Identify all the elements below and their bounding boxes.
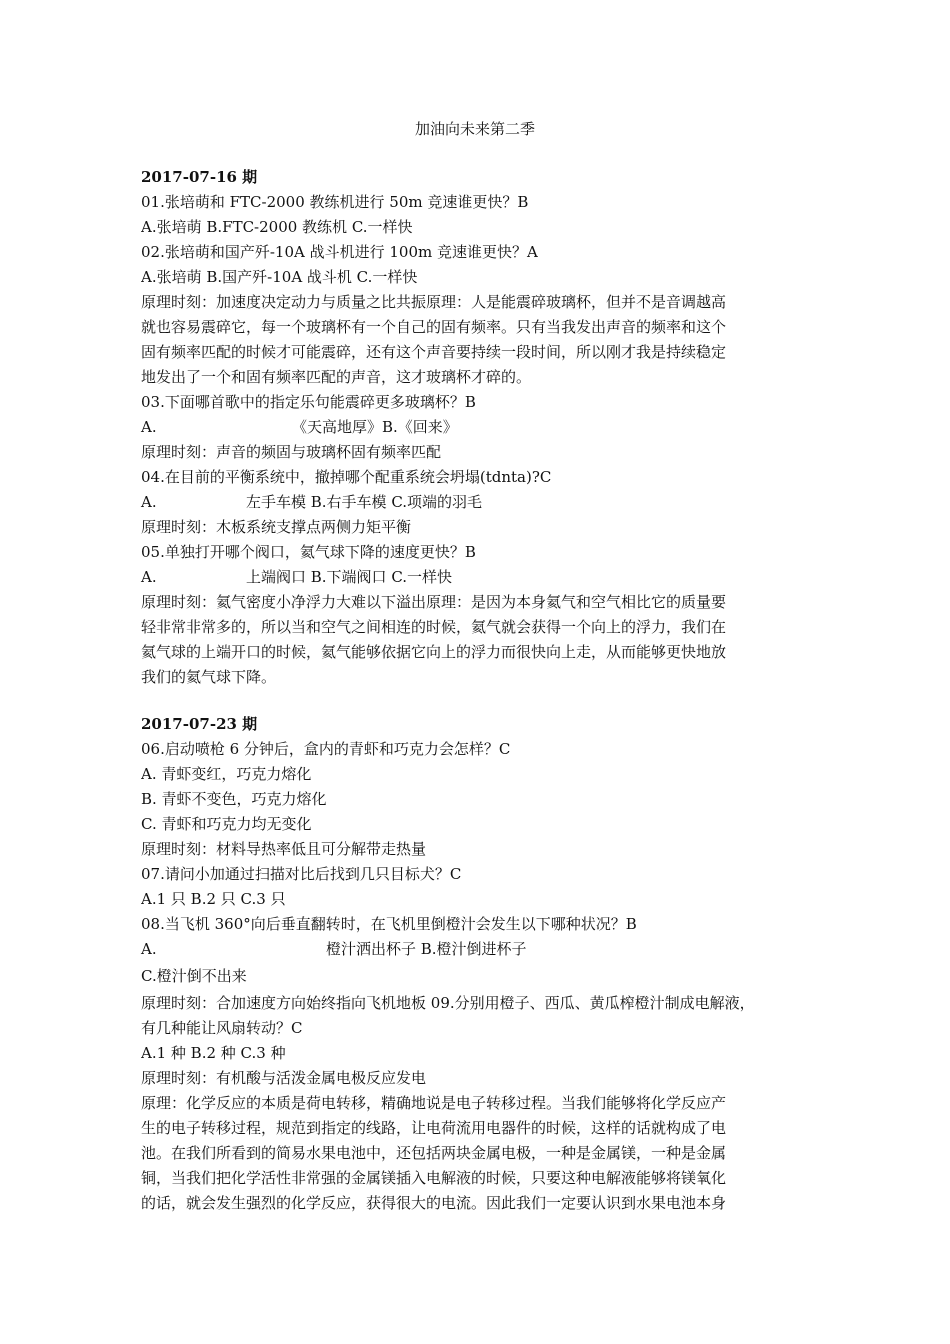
- principle-9-detail-line: 原理：化学反应的本质是荷电转移，精确地说是电子转移过程。当我们能够将化学反应产: [141, 1094, 727, 1112]
- question-02: 02.张培萌和国产歼-10A 战斗机进行 100m 竞速谁更快？A: [141, 243, 538, 261]
- question-02-options: A.张培萌 B.国产歼-10A 战斗机 C.一样快: [141, 268, 418, 286]
- question-03: 03.下面哪首歌中的指定乐句能震碎更多玻璃杯？B: [141, 393, 476, 411]
- question-06: 06.启动喷枪 6 分钟后，盒内的青虾和巧克力会怎样？C: [141, 740, 511, 758]
- question-01-options: A.张培萌 B.FTC-2000 教练机 C.一样快: [141, 218, 413, 236]
- question-03-options: [141, 415, 811, 440]
- option-prefix: A.: [141, 493, 157, 511]
- principle-5: [141, 590, 811, 690]
- question-06-option-a: A. 青虾变红，巧克力熔化: [141, 765, 312, 783]
- document-body: [141, 165, 811, 1216]
- principle-9-detail-line: 生的电子转移过程，规范到指定的线路，让电荷流用电器件的时候，这样的话就构成了电: [141, 1119, 727, 1137]
- option-prefix: A.: [141, 418, 157, 436]
- question-04: 04.在目前的平衡系统中，撤掉哪个配重系统会坍塌(tdnta)?C: [141, 468, 552, 486]
- principle-5-line: 原理时刻：氦气密度小净浮力大难以下溢出原理：是因为本身氦气和空气相比它的质量要: [141, 593, 727, 611]
- principle-4: 原理时刻：木板系统支撑点两侧力矩平衡: [141, 518, 412, 536]
- episode-date: 2017-07-16 期: [141, 168, 258, 186]
- principle-6: 原理时刻：材料导热率低且可分解带走热量: [141, 840, 427, 858]
- principle-8: [141, 991, 811, 1041]
- principle-8-line: 有几种能让风扇转动？C: [141, 1019, 303, 1037]
- principle-1-line: 地发出了一个和固有频率匹配的声音，这才玻璃杯才碎的。: [141, 368, 532, 386]
- question-09-options: A.1 种 B.2 种 C.3 种: [141, 1044, 286, 1062]
- episode-date: 2017-07-23 期: [141, 715, 258, 733]
- question-06-option-c: C. 青虾和巧克力均无变化: [141, 815, 312, 833]
- principle-9-detail-line: 池。在我们所看到的简易水果电池中，还包括两块金属电极，一种是金属镁，一种是金属: [141, 1144, 727, 1162]
- principle-9: 原理时刻：有机酸与活泼金属电极反应发电: [141, 1069, 427, 1087]
- principle-9-detail: [141, 1091, 811, 1216]
- question-01: 01.张培萌和 FTC-2000 教练机进行 50m 竞速谁更快？B: [141, 193, 529, 211]
- question-04-options: [141, 490, 811, 515]
- principle-1-line: 原理时刻：加速度决定动力与质量之比共振原理：人是能震碎玻璃杯，但并不是音调越高: [141, 293, 727, 311]
- principle-9-detail-line: 的话，就会发生强烈的化学反应，获得很大的电流。因此我们一定要认识到水果电池本身: [141, 1194, 727, 1212]
- question-07: 07.请问小加通过扫描对比后找到几只目标犬？C: [141, 865, 462, 883]
- principle-5-line: 轻非常非常多的，所以当和空气之间相连的时候，氦气就会获得一个向上的浮力，我们在: [141, 618, 727, 636]
- question-05: 05.单独打开哪个阀口，氦气球下降的速度更快？B: [141, 543, 476, 561]
- question-08: 08.当飞机 360°向后垂直翻转时，在飞机里倒橙汁会发生以下哪种状况？B: [141, 915, 637, 933]
- option-text: 橙汁洒出杯子 B.橙汁倒进杯子: [326, 940, 527, 958]
- principle-1: [141, 290, 811, 390]
- principle-5-line: 氦气球的上端开口的时候，氦气能够依据它向上的浮力而很快向上走，从而能够更快地放: [141, 643, 727, 661]
- question-08-option-c: C.橙汁倒不出来: [141, 967, 247, 985]
- principle-3: 原理时刻：声音的频固与玻璃杯固有频率匹配: [141, 443, 442, 461]
- document-title: 加油向未来第二季: [414, 120, 535, 138]
- option-prefix: A.: [141, 568, 157, 586]
- principle-1-line: 固有频率匹配的时候才可能震碎，还有这个声音要持续一段时间，所以刚才我是持续稳定: [141, 343, 727, 361]
- option-text: 《天高地厚》B.《回来》: [292, 418, 458, 436]
- section-gap: [141, 690, 811, 712]
- option-text: 左手车模 B.右手车模 C.项端的羽毛: [246, 493, 483, 511]
- principle-5-line: 我们的氦气球下降。: [141, 668, 277, 686]
- principle-8-line: 原理时刻：合加速度方向始终指向飞机地板 09.分别用橙子、西瓜、黄瓜榨橙汁制成电解液，: [141, 994, 755, 1012]
- principle-1-line: 就也容易震碎它，每一个玻璃杯有一个自己的固有频率。只有当我发出声音的频率和这个: [141, 318, 727, 336]
- question-07-options: A.1 只 B.2 只 C.3 只: [141, 890, 286, 908]
- question-08-options: [141, 937, 811, 962]
- option-text: 上端阀口 B.下端阀口 C.一样快: [246, 568, 453, 586]
- question-05-options: [141, 565, 811, 590]
- principle-9-detail-line: 铜，当我们把化学活性非常强的金属镁插入电解液的时候，只要这种电解液能够将镁氧化: [141, 1169, 727, 1187]
- question-06-option-b: B. 青虾不变色，巧克力熔化: [141, 790, 327, 808]
- option-prefix: A.: [141, 940, 157, 958]
